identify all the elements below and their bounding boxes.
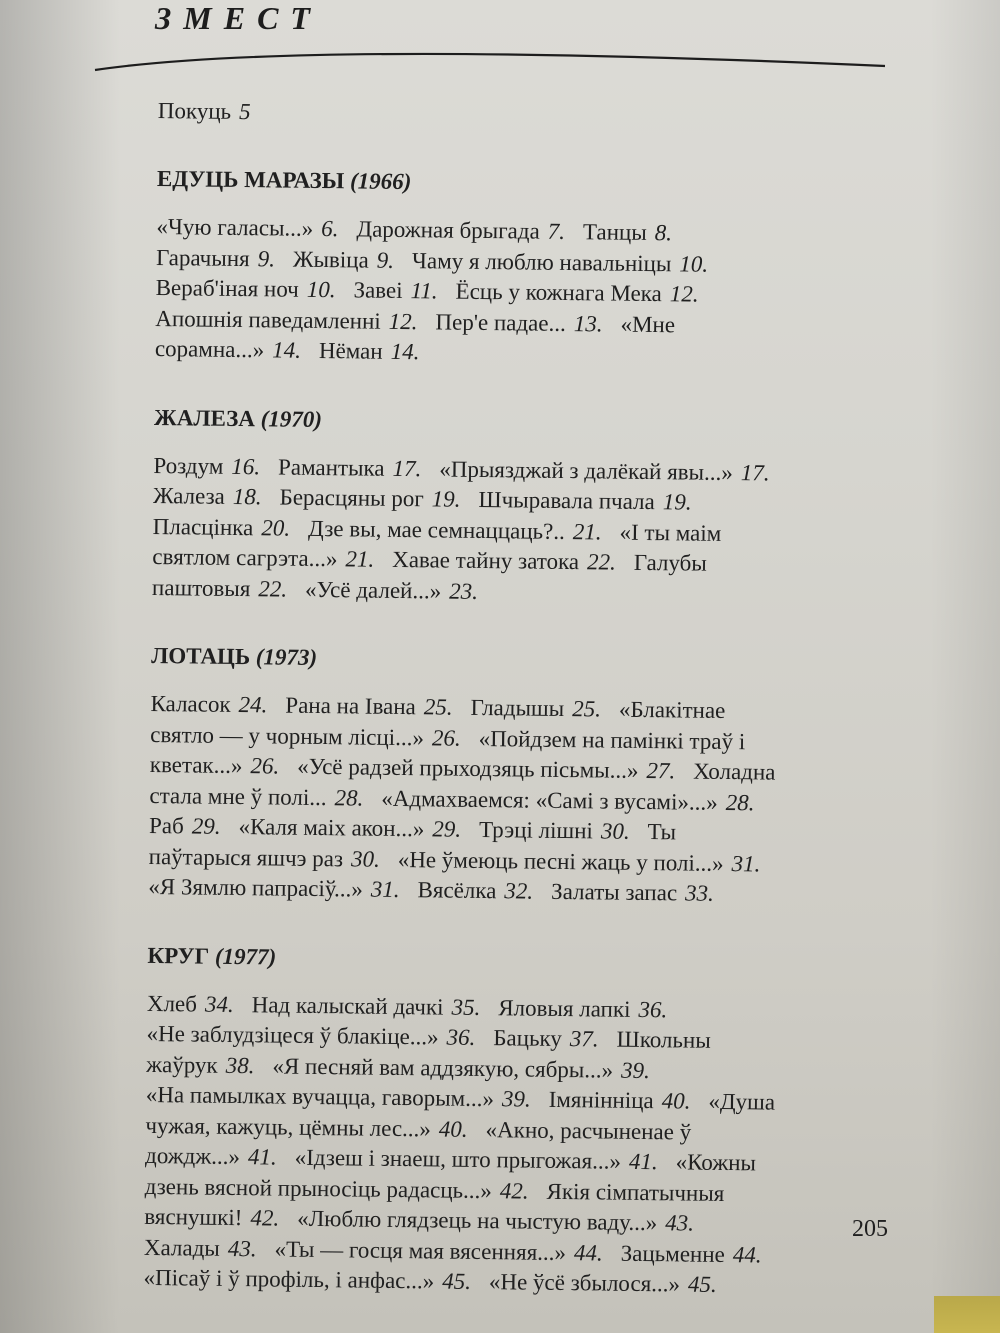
toc-entry-page: 35. bbox=[451, 994, 481, 1020]
toc-entry-title: «Усё радзей прыходзяць пісьмы...» bbox=[297, 753, 639, 783]
toc-entry-title: «Адмахваемся: «Самі з вусамі»...» bbox=[381, 785, 718, 815]
toc-entry-page: 41. bbox=[628, 1148, 658, 1175]
toc-entry-title: «Акно, расчыненае ў bbox=[485, 1116, 692, 1145]
toc-entry-title: «Чую галасы...» bbox=[156, 213, 314, 241]
toc-entry-page: 45. bbox=[687, 1271, 717, 1297]
toc-entry-title: Рамантыка bbox=[277, 453, 385, 481]
toc-entry-page: 44. bbox=[732, 1241, 762, 1267]
toc-entry-title: «Пісаў і ў профіль, і анфас...» bbox=[143, 1264, 435, 1294]
toc-entry-title: Холадна bbox=[693, 758, 776, 785]
toc-entry-title: кветак...» bbox=[149, 751, 243, 779]
toc-entry-page: 28. bbox=[725, 789, 755, 815]
toc-entry-page: 41. bbox=[247, 1144, 277, 1170]
toc-entry-title: «Прыязджай з далёкай явы...» bbox=[439, 455, 733, 485]
toc-entry-page: 10. bbox=[679, 250, 709, 277]
toc-entry-title: «Усё далей...» bbox=[304, 576, 442, 603]
toc-entry-page: 8. bbox=[654, 220, 673, 246]
toc-entry-page: 27. bbox=[646, 758, 676, 784]
toc-entry-page: 22. bbox=[258, 575, 288, 602]
toc-entry-title: Школьны bbox=[616, 1026, 711, 1053]
section-year: (1966) bbox=[349, 168, 412, 195]
toc-entry-title: сорамна...» bbox=[154, 335, 265, 363]
toc-entry-title: Апошнія паведамленні bbox=[155, 305, 381, 334]
toc-entry-page: 42. bbox=[499, 1177, 529, 1204]
toc-entry-page: 22. bbox=[586, 549, 617, 575]
toc-entry-title: Жывіца bbox=[292, 246, 369, 273]
toc-entry-title: дзень вясной прыносіць радасць...» bbox=[144, 1173, 493, 1203]
toc-entry-title: «Ты — госця мая вясенняя...» bbox=[274, 1236, 567, 1265]
toc-entry-page: 10. bbox=[306, 276, 336, 303]
toc-entry-page: 30. bbox=[600, 818, 630, 844]
table-of-contents bbox=[143, 98, 878, 1333]
toc-entry-title: Жалеза bbox=[152, 482, 226, 509]
toc-entry-title: паштовыя bbox=[151, 574, 251, 601]
page-header-title: ЗМЕСТ bbox=[155, 0, 322, 36]
toc-section bbox=[148, 643, 871, 911]
toc-entry-page: 45. bbox=[442, 1268, 472, 1294]
toc-entry-title: «Душа bbox=[708, 1088, 776, 1115]
toc-entry-page: 31. bbox=[370, 876, 400, 903]
toc-entry-title: «Я Зямлю папрасіў...» bbox=[148, 873, 363, 902]
toc-entry-title: Хавае тайну затока bbox=[392, 546, 580, 575]
toc-section bbox=[143, 942, 867, 1302]
toc-entry-page: 12. bbox=[388, 308, 418, 334]
toc-entry-title: жаўрук bbox=[146, 1051, 218, 1078]
toc-entry-title: Галубы bbox=[633, 549, 707, 576]
toc-entry-title: Трэці лішні bbox=[478, 816, 594, 844]
toc-entry-page: 40. bbox=[661, 1088, 691, 1114]
toc-entry-page: 42. bbox=[250, 1205, 280, 1231]
toc-section bbox=[152, 404, 874, 611]
toc-entry-page: 17. bbox=[740, 459, 770, 485]
toc-entry-page: 21. bbox=[572, 518, 602, 544]
toc-entry-title: Якія сімпатычныя bbox=[546, 1178, 725, 1206]
toc-entry-page: 26. bbox=[431, 724, 461, 751]
toc-entry-title: Хлеб bbox=[146, 990, 198, 1017]
adjacent-book-corner bbox=[934, 1296, 1000, 1333]
toc-entry-page: 19. bbox=[662, 489, 692, 515]
toc-entry-page: 36. bbox=[446, 1024, 476, 1050]
toc-entry-page: 34. bbox=[204, 991, 234, 1017]
toc-entry-page: 14. bbox=[390, 338, 420, 365]
page-number: 205 bbox=[852, 1216, 888, 1242]
intro-title: Покуць bbox=[157, 98, 232, 124]
toc-entry-title: Зацьменне bbox=[620, 1240, 726, 1267]
toc-entry-page: 37. bbox=[569, 1026, 599, 1052]
toc-entry-title: дождж...» bbox=[144, 1142, 241, 1170]
toc-entry-title: Дарожная брыгада bbox=[356, 216, 540, 244]
section-title bbox=[151, 643, 871, 678]
toc-entry-title: «Кожны bbox=[675, 1149, 757, 1176]
toc-entry-page: 43. bbox=[227, 1235, 257, 1261]
toc-entry-title: «Не заблудзіцеся ў блакіце...» bbox=[146, 1020, 439, 1050]
toc-entry-title: Завеі bbox=[353, 277, 403, 304]
toc-entry-page: 17. bbox=[392, 455, 422, 481]
toc-entry-title: Каласок bbox=[150, 690, 231, 717]
toc-entry-title: святлом сагрэта...» bbox=[152, 543, 338, 572]
toc-entry-title: «Не ўмеюць песні жаць у полі...» bbox=[397, 846, 724, 876]
toc-entry-title: стала мне ў полі... bbox=[149, 782, 327, 810]
toc-entry-page: 13. bbox=[573, 310, 603, 336]
toc-entry-title: «Люблю глядзець на чыстую ваду...» bbox=[297, 1205, 658, 1236]
toc-entry-page: 9. bbox=[376, 247, 395, 273]
toc-entry-page: 23. bbox=[449, 578, 479, 604]
section-name: ЖАЛЕЗА bbox=[153, 404, 256, 431]
toc-entry-title: Гарачыня bbox=[155, 244, 250, 271]
toc-entry-title: Вясёлка bbox=[417, 877, 497, 904]
toc-entry-page: 29. bbox=[432, 816, 462, 842]
toc-entry-title: Пласцінка bbox=[152, 513, 254, 540]
section-year: (1970) bbox=[260, 405, 323, 432]
toc-entry-page: 24. bbox=[238, 692, 268, 718]
toc-entry-title: паўтарыся яшчэ раз bbox=[148, 843, 344, 871]
toc-entry-page: 18. bbox=[232, 483, 262, 510]
toc-entry-title: Нёман bbox=[318, 337, 383, 364]
toc-entry-page: 25. bbox=[423, 694, 453, 720]
toc-entry-title: вяснушкі! bbox=[144, 1203, 243, 1231]
spine-shadow bbox=[0, 0, 120, 1333]
toc-entry-page: 20. bbox=[261, 514, 291, 541]
toc-entry-title: «Ідзеш і знаеш, што прыгожая...» bbox=[294, 1144, 622, 1174]
toc-entry-page: 7. bbox=[547, 218, 566, 244]
toc-entry-title: «Пойдзем на памінкі траў і bbox=[478, 725, 746, 754]
section-title bbox=[154, 404, 874, 439]
toc-section bbox=[155, 166, 877, 373]
section-year: (1973) bbox=[255, 644, 318, 670]
toc-entry-title: Яловыя лапкі bbox=[498, 994, 631, 1022]
toc-entry-title: Ёсць у кожнага Мека bbox=[455, 278, 662, 307]
toc-entry-page: 9. bbox=[257, 245, 276, 271]
toc-entry-title: «Каля маіх акон...» bbox=[238, 814, 425, 842]
toc-entry-page: 40. bbox=[438, 1116, 468, 1142]
toc-entry-page: 39. bbox=[620, 1057, 650, 1083]
section-name: ЕДУЦЬ МАРАЗЫ bbox=[156, 165, 345, 194]
toc-entry-title: Бацьку bbox=[493, 1025, 563, 1052]
toc-entry-page: 19. bbox=[431, 486, 461, 512]
toc-entry-title: Ты bbox=[647, 819, 677, 845]
toc-entry-page: 32. bbox=[504, 878, 534, 904]
toc-entry-title: «Мне bbox=[620, 311, 676, 337]
section-entries bbox=[148, 689, 871, 911]
toc-entry-title: «Блакітнае bbox=[618, 696, 726, 723]
toc-entry-title: Вераб'іная ноч bbox=[155, 274, 299, 302]
section-title bbox=[147, 942, 867, 977]
toc-entry-title: Гладышы bbox=[470, 694, 565, 722]
toc-entry-page: 11. bbox=[410, 278, 438, 304]
toc-entry-title: чужая, кажуць, цёмны лес...» bbox=[145, 1112, 432, 1141]
toc-entry-page: 29. bbox=[191, 813, 221, 839]
toc-entry-page: 21. bbox=[345, 546, 375, 572]
toc-entry-title: Рана на Івана bbox=[285, 692, 417, 720]
toc-entry-title: Дзе вы, мае семнаццаць?.. bbox=[307, 515, 565, 544]
toc-entry-page: 28. bbox=[334, 784, 364, 811]
section-entries bbox=[155, 212, 877, 373]
toc-entry-title: Раб bbox=[148, 812, 184, 839]
section-entries bbox=[143, 988, 867, 1302]
section-entries bbox=[152, 450, 874, 611]
toc-entry-page: 31. bbox=[731, 850, 761, 876]
toc-entry-title: Шчыравала пчала bbox=[478, 486, 655, 515]
toc-entry-page: 33. bbox=[684, 880, 715, 906]
toc-entry-title: Роздум bbox=[153, 452, 224, 479]
toc-sections bbox=[143, 166, 877, 1302]
page-edge-shadow bbox=[930, 0, 1000, 1333]
toc-entry-title: Танцы bbox=[582, 219, 647, 245]
toc-entry-title: Чаму я люблю навальніцы bbox=[411, 247, 672, 276]
toc-entry-title: «Я песняй вам аддзякую, сябры...» bbox=[272, 1052, 614, 1083]
toc-entry-title: «І ты маім bbox=[619, 519, 722, 546]
toc-entry-page: 14. bbox=[272, 337, 302, 363]
toc-entry-page: 25. bbox=[572, 696, 602, 722]
toc-entry-page: 12. bbox=[669, 281, 699, 307]
intro-page: 5 bbox=[238, 98, 251, 125]
toc-entry-title: Пер'е падае... bbox=[435, 308, 566, 336]
toc-entry-page: 43. bbox=[665, 1210, 695, 1236]
toc-entry-page: 26. bbox=[250, 753, 280, 779]
toc-entry-title: Імянінніца bbox=[548, 1086, 654, 1114]
toc-entry-page: 16. bbox=[231, 453, 261, 479]
toc-entry-page: 38. bbox=[225, 1052, 255, 1078]
section-title bbox=[157, 166, 877, 201]
toc-entry-title: святло — у чорным лісці...» bbox=[150, 721, 425, 750]
toc-entry-page: 6. bbox=[321, 216, 339, 242]
toc-entry-title: «На памылках вучацца, гаворым...» bbox=[145, 1081, 495, 1112]
section-name: ЛОТАЦЬ bbox=[151, 642, 251, 670]
toc-entry-page: 36. bbox=[638, 996, 668, 1022]
toc-entry-page: 30. bbox=[350, 845, 380, 872]
section-year: (1977) bbox=[214, 943, 277, 970]
toc-entry-title: Берасцяны рог bbox=[279, 484, 424, 512]
toc-entry-page: 44. bbox=[573, 1239, 603, 1266]
toc-entry-title: Над калыскай дачкі bbox=[251, 991, 444, 1020]
toc-entry-title: «Не ўсё збылося...» bbox=[488, 1269, 681, 1297]
toc-entry-title: Залаты запас bbox=[550, 878, 678, 906]
toc-entry-title: Халады bbox=[143, 1234, 220, 1261]
section-name: КРУГ bbox=[147, 942, 210, 969]
toc-entry-page: 39. bbox=[501, 1086, 531, 1112]
